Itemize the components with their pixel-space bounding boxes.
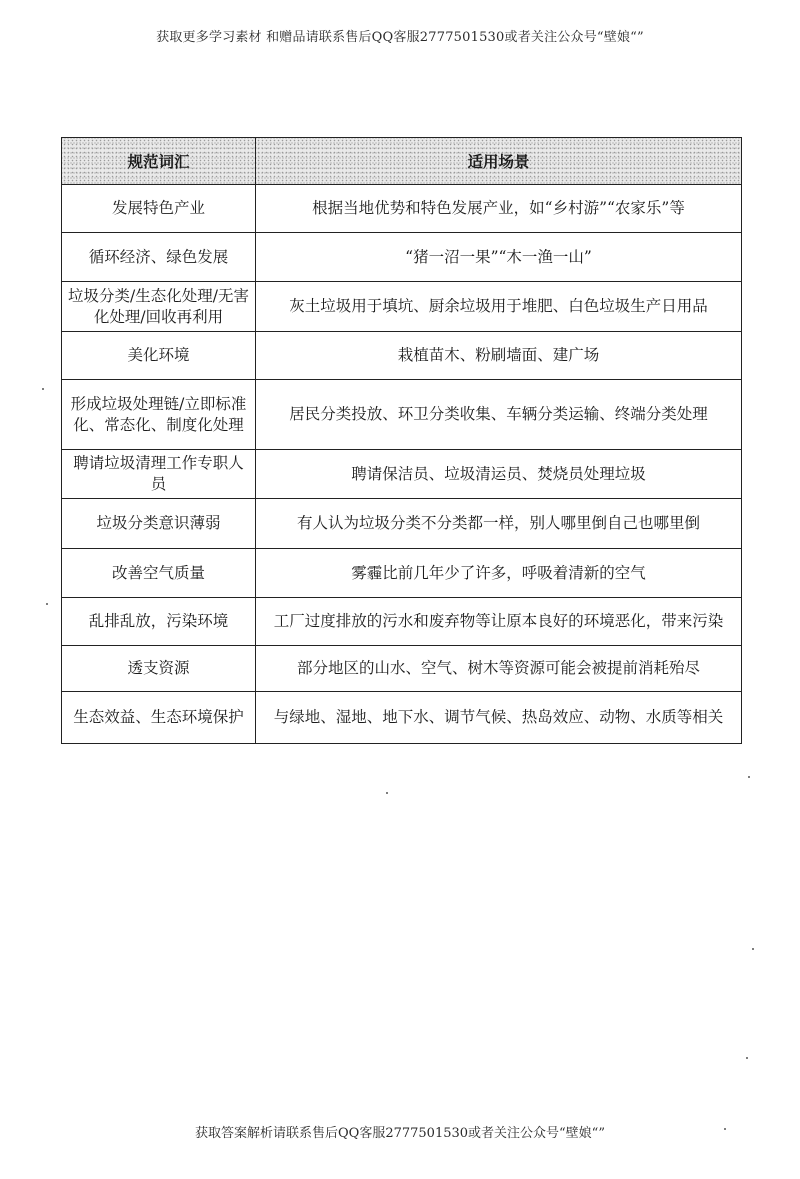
term-cell: 发展特色产业 (62, 185, 256, 233)
term-cell: 改善空气质量 (62, 549, 256, 598)
table-row (62, 499, 742, 549)
table-row (62, 282, 742, 332)
scene-cell: “猪一沼一果”“木一渔一山” (256, 233, 742, 282)
term-cell: 聘请垃圾清理工作专职人员 (62, 450, 256, 499)
scan-speck (46, 603, 48, 605)
term-cell: 垃圾分类/生态化处理/无害化处理/回收再利用 (62, 282, 256, 332)
header-term: 规范词汇 (62, 138, 256, 185)
scan-speck (752, 948, 754, 950)
table-header-row (62, 138, 742, 185)
table-row (62, 598, 742, 646)
scan-speck (386, 792, 388, 794)
scene-cell: 部分地区的山水、空气、树木等资源可能会被提前消耗殆尽 (256, 646, 742, 692)
term-cell: 生态效益、生态环境保护 (62, 692, 256, 744)
header-scene: 适用场景 (256, 138, 742, 185)
scene-cell: 雾霾比前几年少了许多，呼吸着清新的空气 (256, 549, 742, 598)
scene-cell: 有人认为垃圾分类不分类都一样，别人哪里倒自己也哪里倒 (256, 499, 742, 549)
vocabulary-table (61, 137, 742, 744)
term-cell: 美化环境 (62, 332, 256, 380)
term-cell: 垃圾分类意识薄弱 (62, 499, 256, 549)
header-note: 获取更多学习素材 和赠品请联系售后QQ客服2777501530或者关注公众号“壁娘“” (156, 30, 644, 45)
scene-cell: 聘请保洁员、垃圾清运员、焚烧员处理垃圾 (256, 450, 742, 499)
table-row (62, 450, 742, 499)
scene-cell: 与绿地、湿地、地下水、调节气候、热岛效应、动物、水质等相关 (256, 692, 742, 744)
table-row (62, 646, 742, 692)
scene-cell: 居民分类投放、环卫分类收集、车辆分类运输、终端分类处理 (256, 380, 742, 450)
footer-note: 获取答案解析请联系售后QQ客服2777501530或者关注公众号“壁娘“” (195, 1126, 605, 1141)
scene-cell: 灰土垃圾用于填坑、厨余垃圾用于堆肥、白色垃圾生产日用品 (256, 282, 742, 332)
table-row (62, 692, 742, 744)
term-cell: 乱排乱放，污染环境 (62, 598, 256, 646)
scene-cell: 栽植苗木、粉刷墙面、建广场 (256, 332, 742, 380)
scan-speck (748, 776, 750, 778)
table-row (62, 549, 742, 598)
table-row (62, 185, 742, 233)
term-cell: 透支资源 (62, 646, 256, 692)
scene-cell: 工厂过度排放的污水和废弃物等让原本良好的环境恶化，带来污染 (256, 598, 742, 646)
table-row (62, 380, 742, 450)
term-cell: 形成垃圾处理链/立即标准化、常态化、制度化处理 (62, 380, 256, 450)
scan-speck (746, 1057, 748, 1059)
table-row (62, 332, 742, 380)
scene-cell: 根据当地优势和特色发展产业，如“乡村游”“农家乐”等 (256, 185, 742, 233)
scan-speck (42, 388, 44, 390)
term-cell: 循环经济、绿色发展 (62, 233, 256, 282)
table-row (62, 233, 742, 282)
